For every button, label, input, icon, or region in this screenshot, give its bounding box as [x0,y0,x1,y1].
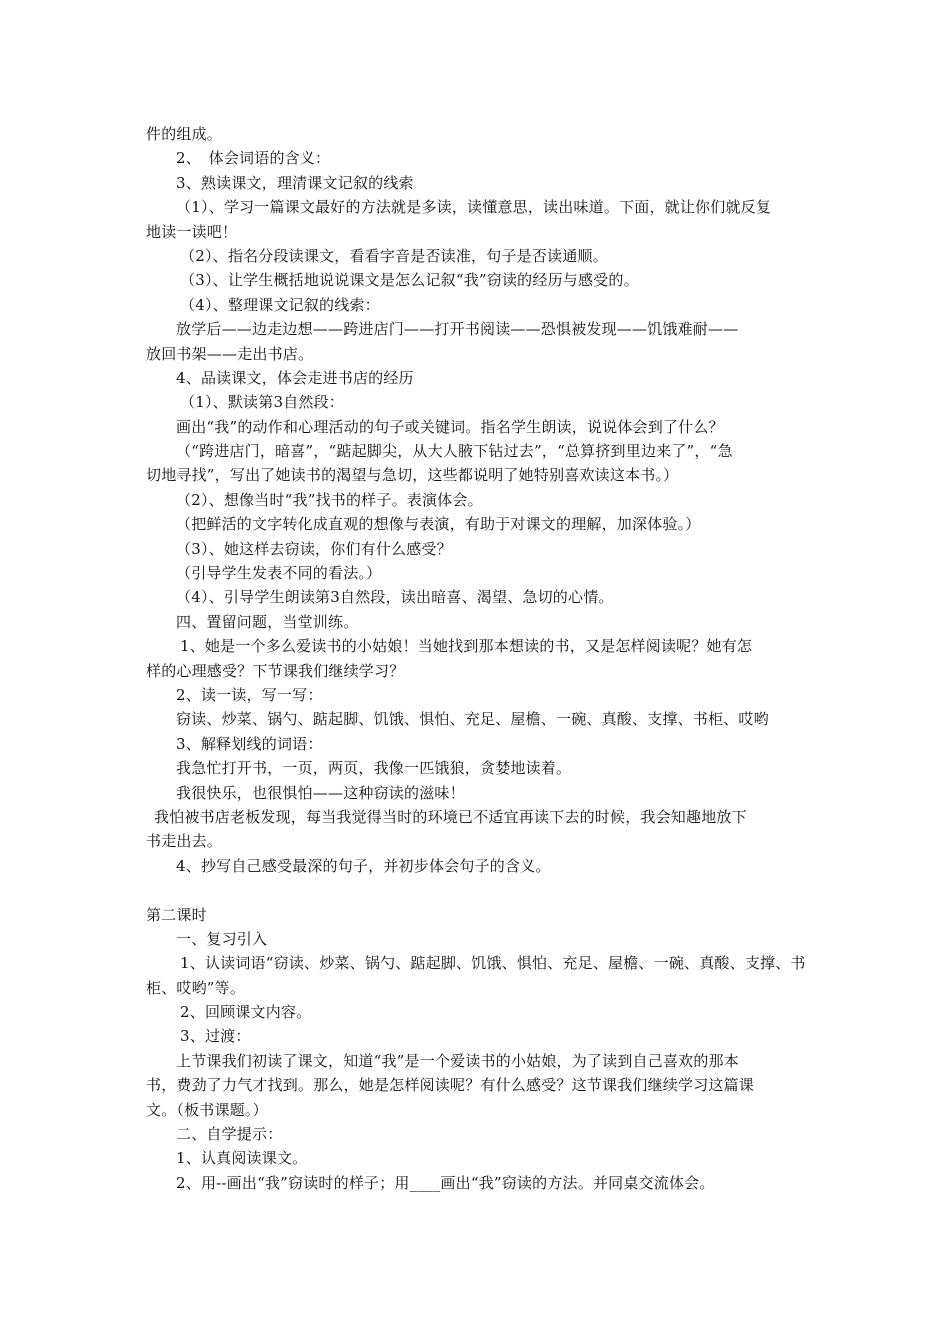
text-line: （4）、整理课文记叙的线索： [180,295,380,314]
text-line: 二、自学提示： [176,1125,283,1144]
text-line: 放回书架——走出书店。 [146,344,314,363]
text-line: 样的心理感受？下节课我们继续学习？ [146,661,405,680]
text-line: 件的组成。 [146,125,223,143]
text-line: 上节课我们初读了课文，知道“我”是一个爱读书的小姑娘，为了读到自己喜欢的那本 [176,1051,739,1070]
text-line: 放学后——边走边想——跨进店门——打开书阅读——恐惧被发现——饥饿难耐—— [176,320,739,339]
text-line: （3）、她这样去窃读，你们有什么感受？ [176,539,452,558]
text-line: 2、 体会词语的含义： [176,149,331,168]
document-body [146,122,810,1195]
text-line: 1、认真阅读课文。 [176,1149,308,1168]
text-line: 3、解释划线的词语： [176,734,323,753]
text-line: 书，费劲了力气才找到。那么，她是怎样阅读呢？有什么感受？这节课我们继续学习这篇课 [146,1076,755,1095]
text-line: 1、她是一个多么爱读书的小姑娘！当她找到那本想读的书，又是怎样阅读呢？她有怎 [180,637,753,656]
text-line: 我很快乐，也很惧怕——这种窃读的滋味！ [176,783,465,802]
text-line: （4）、引导学生朗读第3自然段，读出暗喜、渴望、急切的心情。 [176,588,614,607]
text-line: （把鲜活的文字转化成直观的想像与表演，有助于对课文的理解，加深体验。） [176,515,701,534]
blank-line [146,878,810,902]
text-line: 文。（板书课题。） [146,1100,268,1119]
text-line: 3、过渡： [180,1027,251,1046]
text-line: 2、用--画出“我”窃读时的样子；用____画出“我”窃读的方法。并同桌交流体会。 [176,1173,715,1192]
text-line: 2、回顾课文内容。 [180,1003,312,1022]
text-line: 画出“我”的动作和心理活动的句子或关键词。指名学生朗读，说说体会到了什么？ [176,417,724,436]
text-line: 窃读、炒菜、锅勺、踮起脚、饥饿、惧怕、充足、屋檐、一碗、真酸、支撑、书柜、哎哟 [176,710,769,729]
text-line: （1）、学习一篇课文最好的方法就是多读，读懂意思，读出味道。下面，就让你们就反复 [176,198,772,217]
text-line: 一、复习引入 [176,929,268,948]
text-line: 切地寻找”，写出了她读书的渴望与急切，这些都说明了她特别喜欢读这本书。） [146,466,679,485]
text-line: （1）、默读第3自然段： [180,393,344,412]
text-line: 地读一读吧！ [146,222,238,241]
text-line: 2、读一读，写一写： [176,685,323,704]
text-line: （3）、让学生概括地说说课文是怎么记叙“我”窃读的经历与感受的。 [180,271,639,290]
text-line: 4、品读课文，体会走进书店的经历 [176,368,414,387]
text-line: （2）、想像当时“我”找书的样子。表演体会。 [176,490,483,509]
text-line: 4、抄写自己感受最深的句子，并初步体会句子的含义。 [176,856,551,875]
text-line: 第二课时 [146,905,207,924]
text-line: 我怕被书店老板发现，每当我觉得当时的环境已不适宜再读下去的时候，我会知趣地放下 [154,807,747,826]
text-line: （引导学生发表不同的看法。） [176,564,382,583]
text-line: 3、熟读课文，理清课文记叙的线索 [176,173,414,192]
text-line: （2）、指名分段读课文，看看字音是否读准，句子是否读通顺。 [180,246,608,265]
text-line: 1、认读词语“窃读、炒菜、锅勺、踮起脚、饥饿、惧怕、充足、屋檐、一碗、真酸、支撑、书 [180,954,806,973]
text-line: 我急忙打开书，一页，两页，我像一匹饿狼，贪婪地读着。 [176,759,572,778]
text-line: （“跨进店门，暗喜”，“踮起脚尖，从大人腋下钻过去”，“总算挤到里边来了”，“急 [176,442,733,461]
text-line: 四、置留问题，当堂训练。 [176,612,359,631]
text-line: 书走出去。 [146,832,223,851]
text-line: 柜、哎哟”等。 [146,978,246,997]
